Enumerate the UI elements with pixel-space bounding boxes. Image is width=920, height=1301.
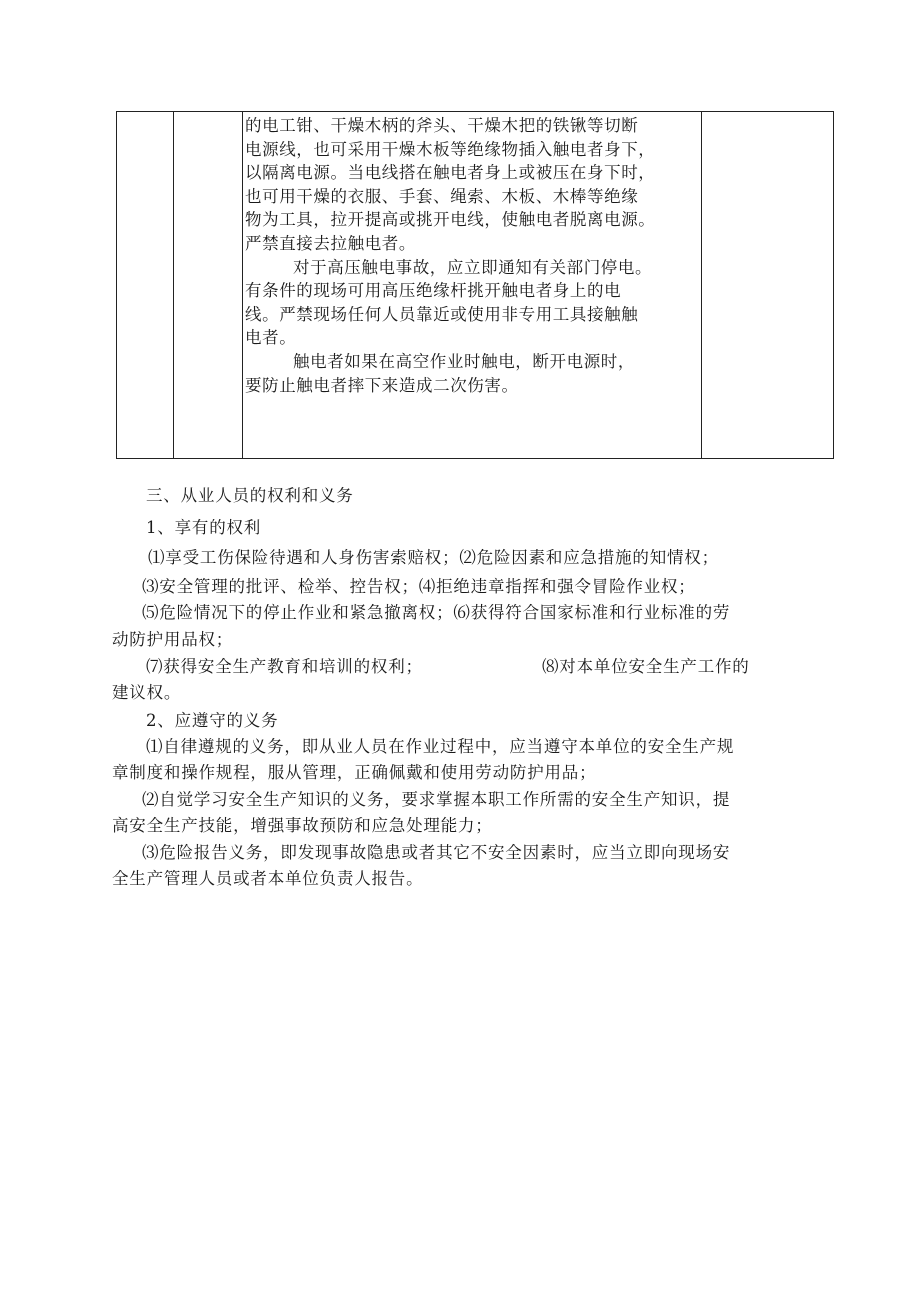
rights-item-continued: 动防护用品权； <box>112 630 234 649</box>
cell-line: 要防止触电者摔下来造成二次伤害。 <box>245 375 519 395</box>
table-fragment <box>116 111 834 459</box>
rights-heading: 1、享有的权利 <box>146 518 262 537</box>
cell-line: 触电者如果在高空作业时触电，断开电源时， <box>293 351 635 371</box>
cell-line: 的电工钳、干燥木柄的斧头、干燥木把的铁锹等切断 <box>245 116 639 135</box>
cell-line: 对于高压触电事故，应立即通知有关部门停电。 <box>293 257 653 277</box>
duties-heading: 2、应遵守的义务 <box>146 711 279 730</box>
duties-item: ⑵自觉学习安全生产知识的义务，要求掌握本职工作所需的安全生产知识，提 <box>142 790 731 809</box>
cell-line: 以隔离电源。当电线搭在触电者身上或被压在身下时， <box>245 163 656 183</box>
duties-item-continued: 高安全生产技能，增强事故预防和应急处理能力； <box>112 816 493 835</box>
rights-item: ⑸危险情况下的停止作业和紧急撤离权；⑹获得符合国家标准和行业标准的劳 <box>142 603 731 622</box>
duties-item-continued: 章制度和操作规程，服从管理，正确佩戴和使用劳动防护用品； <box>112 763 597 782</box>
rights-item: ⑴享受工伤保险待遇和人身伤害索赔权；⑵危险因素和应急措施的知情权； <box>148 548 719 567</box>
cell-line: 物为工具，拉开提高或挑开电线，使触电者脱离电源。 <box>245 210 656 230</box>
rights-item: ⑺获得安全生产教育和培训的权利； <box>146 657 423 676</box>
section-heading: 三、从业人员的权利和义务 <box>146 486 354 505</box>
cell-line: 有条件的现场可用高压绝缘杆挑开触电者身上的电 <box>245 281 622 301</box>
rights-item: ⑶安全管理的批评、检举、控告权；⑷拒绝违章指挥和强令冒险作业权； <box>142 577 696 596</box>
cell-line: 电者。 <box>245 328 297 348</box>
duties-item: ⑶危险报告义务，即发现事故隐患或者其它不安全因素时，应当立即向现场安 <box>142 843 731 862</box>
table-column-divider <box>242 112 243 458</box>
cell-line: 电源线，也可采用干燥木板等绝缘物插入触电者身下， <box>245 139 656 159</box>
cell-line: 严禁直接去拉触电者。 <box>245 233 416 253</box>
duties-item-continued: 全生产管理人员或者本单位负责人报告。 <box>112 869 424 888</box>
duties-item: ⑴自律遵规的义务，即从业人员在作业过程中，应当遵守本单位的安全生产规 <box>146 737 735 756</box>
cell-line: 线。严禁现场任何人员靠近或使用非专用工具接触触 <box>245 304 639 324</box>
table-cell-content <box>245 114 703 397</box>
rights-item-continued: 建议权。 <box>112 683 182 702</box>
cell-line: 也可用干燥的衣服、手套、绳索、木板、木棒等绝缘 <box>245 186 639 206</box>
rights-item: ⑻对本单位安全生产工作的 <box>542 657 750 676</box>
table-column-divider <box>173 112 174 458</box>
